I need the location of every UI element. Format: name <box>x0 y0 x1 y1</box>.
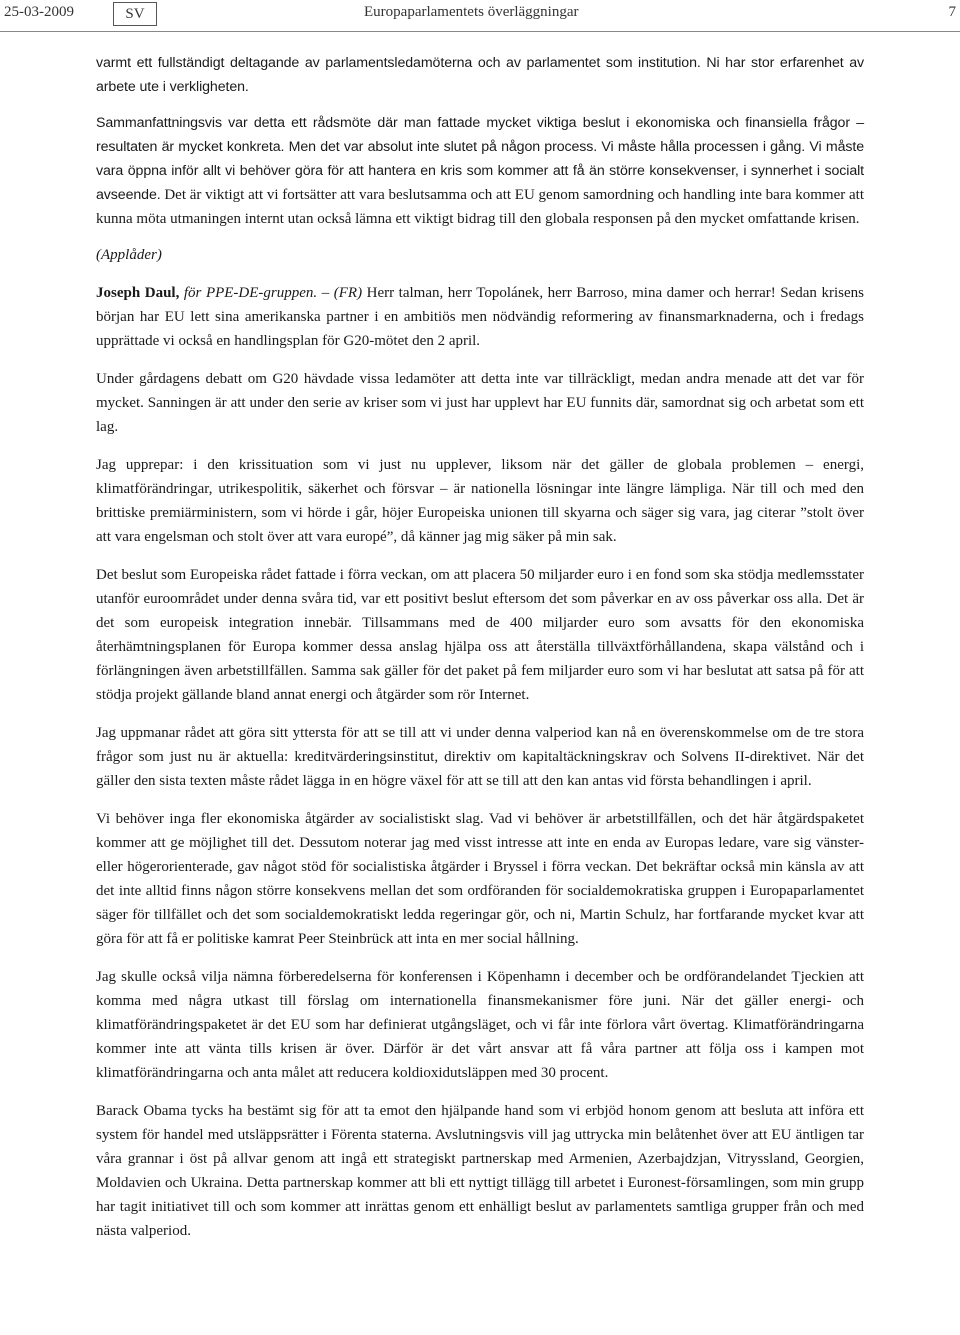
applause: (Applåder) <box>96 247 162 263</box>
paragraph-1: varmt ett fullständigt deltagande av parlamentsledamöterna och av parlamentet som institution. Ni har stor erfarenhet av arbete ute i verkligheten. <box>96 55 864 95</box>
paragraph-8: Vi behöver inga fler ekonomiska åtgärder av socialistiskt slag. Vad vi behöver är arbetstillfällen, och det här åtgärdspaketet kommer att ge möjlighet till det. Dessutom noterar jag med visst intresse att inte en enda av Europas ledare, vare sig vänster- eller högerorienterade, gav något stöd för socialistiska åtgärder i Bryssel i förra veckan. Det bekräftar också min känsla av att det inte alltid finns någon större konsekvens mellan det som ordföranden för socialdemokratiska gruppen i Europaparlamentet säger för tillfället och det som socialdemokratiskt ledda regeringar gör, och ni, Martin Schulz, har fortfarande mycket kvar att göra för att få er politiske kamrat Peer Steinbrück att inta en mer social hållning. <box>96 811 864 947</box>
paragraph-4: Under gårdagens debatt om G20 hävdade vissa ledamöter att detta inte var tillräckligt, medan andra menade att det var för mycket. Sanningen är att under den serie av kriser som vi just har upplevt har EU funnits där, samordnat sig och arbetat som ett lag. <box>96 371 864 435</box>
paragraph-9: Jag skulle också vilja nämna förberedelserna för konferensen i Köpenhamn i december och be ordförandelandet Tjeckien att komma med några utkast till förslag om internationella finansmekanismer före juni. När det gäller energi- och klimatförändringspaketet är det EU som har definierat utgångsläget, och vi får inte förlora vårt övertag. Klimatförändringarna kommer inte att vänta tills krisen är över. Därför är det vårt ansvar att få våra partner att följa oss i kampen mot klimatförändringarna och anta målet att reducera koldioxidutsläppen med 30 procent. <box>96 969 864 1081</box>
paragraph-3 <box>96 281 864 353</box>
paragraph-7: Jag uppmanar rådet att göra sitt yttersta för att se till att vi under denna valperiod kan nå en överenskommelse om de tre stora frågor som just nu är aktuella: kreditvärderingsinstitut, direktiv om kapitaltäckningskrav och Solvens II-direktivet. När det gäller den sista texten måste rådet lägga in en högre växel för att se till att den kan antas vid första behandlingen i april. <box>96 725 864 789</box>
document-body <box>96 51 864 1257</box>
language-badge: SV <box>113 2 157 26</box>
speaker-group: för PPE-DE-gruppen. – (FR) <box>179 285 363 301</box>
header-date: 25-03-2009 <box>4 4 74 20</box>
header-rule <box>0 31 960 32</box>
page-number: 7 <box>948 4 956 20</box>
paragraph-2 <box>96 111 864 231</box>
paragraph-6: Det beslut som Europeiska rådet fattade i förra veckan, om att placera 50 miljarder euro i en fond som ska stödja medlemsstater utanför euroområdet under denna svåra tid, var ett positivt beslut eftersom det som påverkar en av oss påverkar oss alla. Det är det som europeisk integration innebär. Tillsammans med de 400 miljarder euro som avsatts för den ekonomiska återhämtningsplanen för Europa kommer dessa anslag hjälpa oss att återställa tillväxtförhållandena, skapa välstånd och i förlängningen även arbetstillfällen. Samma sak gäller för det paket på fem miljarder euro som vi har beslutat att satsa på för att stödja projekt gällande bland annat energi och åtgärder som rör Internet. <box>96 567 864 703</box>
speaker-name: Joseph Daul, <box>96 285 180 301</box>
paragraph-10: Barack Obama tycks ha bestämt sig för att ta emot den hjälpande hand som vi erbjöd honom genom att besluta att införa ett system för handel med utsläppsrätter i Förenta staterna. Avslutningsvis vill jag uttrycka min belåtenhet över att EU äntligen tar våra grannar i öst på allvar genom att ingå ett strategiskt partnerskap med Armenien, Azerbajdzjan, Vitryssland, Georgien, Moldavien och Ukraina. Detta partnerskap kommer att bli ett nyttigt tillägg till arbetet i Euronest-församlingen, som min grupp har tagit initiativet till och som kommer att inrättas genom ett enhälligt beslut av parlamentets samtliga grupper från och med nästa valperiod. <box>96 1103 864 1239</box>
paragraph-5: Jag upprepar: i den krissituation som vi just nu upplever, liksom när det gäller de globala problemen – energi, klimatförändringar, utrikespolitik, säkerhet och försvar – är nationella lösningar inte längre lämpliga. När till och med den brittiske premiärministern, som vi hörde i går, höjer Europeiska unionen till skyarna och säger sig vara, jag citerar ”stolt över att vara engelsman och stolt över att vara europé”, då känner jag mig säker på min sak. <box>96 457 864 545</box>
paragraph-2-part-b: Men det var absolut inte slutet på någon process. Vi måste hålla processen i gång. Vi måste vara öppna inför allt vi behöver göra för att hantera en kris som kommer att få än större konsekvenser, i synnerhet i socialt avseende. <box>96 139 864 203</box>
page-header <box>0 0 960 33</box>
paragraph-2-part-c: Det är viktigt att vi fortsätter att vara beslutsamma och att EU genom samordning och handling inte bara kommer att kunna möta utmaningen internt utan också lämna ett viktigt bidrag till den globala responsen på den mycket omfattande krisen. <box>96 187 864 227</box>
paragraph-2-part-a: Sammanfattningsvis var detta ett rådsmöte där man fattade mycket viktiga beslut i ekonomiska och finansiella frågor – resultaten är mycket konkreta. <box>96 115 864 155</box>
paragraph-3-text: Herr talman, herr Topolánek, herr Barroso, mina damer och herrar! Sedan krisens början har EU lett sina amerikanska partner i en ambitiös men nödvändig reformering av finansmarknaderna, och i fredags upprättade vi också en handlingsplan för G20-mötet den 2 april. <box>96 285 864 349</box>
header-title: Europaparlamentets överläggningar <box>364 4 579 20</box>
